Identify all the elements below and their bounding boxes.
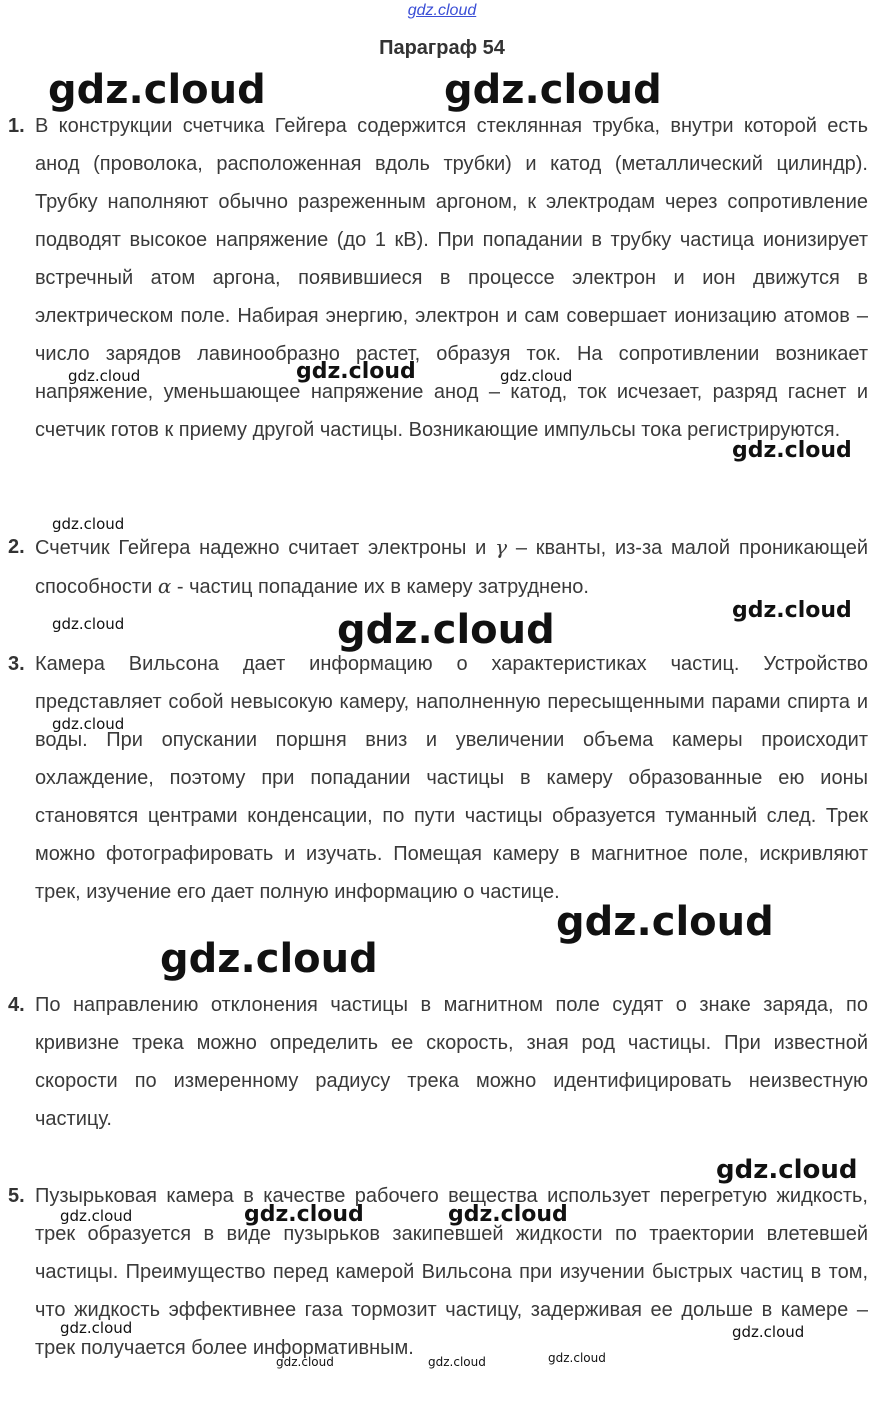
watermark: gdz.cloud [732,598,852,623]
watermark: gdz.cloud [500,367,573,385]
alpha-symbol: α [157,574,172,598]
item-number: 5. [8,1185,25,1207]
page-title: Параграф 54 [379,37,505,59]
item-text: В конструкции счетчика Гейгера содержится стеклянная трубка, внутри которой есть анод (проволока, расположенная вдоль трубки) и катод (металлический цилиндр). Трубку наполняют обычно разреженным аргоном, к электродам через сопротивление подводят высокое напряжение (до 1 кВ). При попадании в трубку частица ионизирует встречный атом аргона, появившиеся в процессе электрон и ион движутся в электрическом поле. Набирая энергию, электрон и сам совершает ионизацию атомов – число зарядов лавинообразно растет, образуя ток. На сопротивлении возникает напряжение, уменьшающее напряжение анод – катод, ток исчезает, разряд гаснет и счетчик готов к приему другой частицы. Возникающие импульсы тока регистрируются. [35,115,868,441]
item-text-part: - частиц попадание их в камеру затруднено. [171,576,589,598]
watermark: gdz.cloud [68,367,141,385]
item-number: 4. [8,994,25,1016]
watermark: gdz.cloud [48,67,266,113]
item-text-part: – кванты, из-за малой проникающей способности [35,537,868,598]
watermark: gdz.cloud [276,1355,334,1369]
item-number: 1. [8,115,25,137]
watermark: gdz.cloud [244,1202,364,1227]
watermark: gdz.cloud [296,359,416,384]
item-text-part: Счетчик Гейгера надежно считает электроны и [35,537,496,559]
item-text: По направлению отклонения частицы в магнитном поле судят о знаке заряда, по кривизне трека можно определить ее скорость, зная род частицы. При известной скорости по измеренному радиусу трека можно идентифицировать неизвестную частицу. [35,994,868,1130]
watermark: gdz.cloud [716,1155,858,1185]
site-link[interactable]: gdz.cloud [407,2,477,19]
watermark: gdz.cloud [732,438,852,463]
answer-item-3 [8,645,868,911]
item-text: Камера Вильсона дает информацию о характеристиках частиц. Устройство представляет собой невысокую камеру, наполненную пересыщенными парами спирта и воды. При опускании поршня вниз и увеличении объема камеры происходит охлаждение, поэтому при попадании частицы в камеру образованные ею ионы становятся центрами конденсации, по пути частицы образуется туманный след. Трек можно фотографировать и изучать. Помещая камеру в магнитное поле, искривляют трек, изучение его дает полную информацию о частице. [35,653,868,903]
watermark: gdz.cloud [60,1319,133,1337]
watermark: gdz.cloud [60,1207,133,1225]
item-text [35,528,868,606]
item-text: Пузырьковая камера в качестве рабочего вещества использует перегретую жидкость, трек образуется в виде пузырьков закипевшей жидкости по траектории влетевшей частицы. Преимущество перед камерой Вильсона при изучении быстрых частиц в том, что жидкость эффективнее газа тормозит частицу, задерживая ее дольше в камере – трек получается более информативным. [35,1185,868,1359]
watermark: gdz.cloud [337,607,555,653]
watermark: gdz.cloud [52,615,125,633]
watermark: gdz.cloud [428,1355,486,1369]
answer-item-2 [8,528,868,606]
watermark: gdz.cloud [160,936,378,982]
watermark: gdz.cloud [732,1323,805,1341]
watermark: gdz.cloud [52,715,125,733]
item-number: 2. [8,536,25,558]
watermark: gdz.cloud [448,1202,568,1227]
watermark: gdz.cloud [52,515,125,533]
watermark: gdz.cloud [548,1351,606,1365]
answer-item-1 [8,107,868,449]
watermark: gdz.cloud [556,899,774,945]
answer-item-4 [8,986,868,1138]
gamma-symbol: γ [495,535,508,559]
watermark: gdz.cloud [444,67,662,113]
item-number: 3. [8,653,25,675]
